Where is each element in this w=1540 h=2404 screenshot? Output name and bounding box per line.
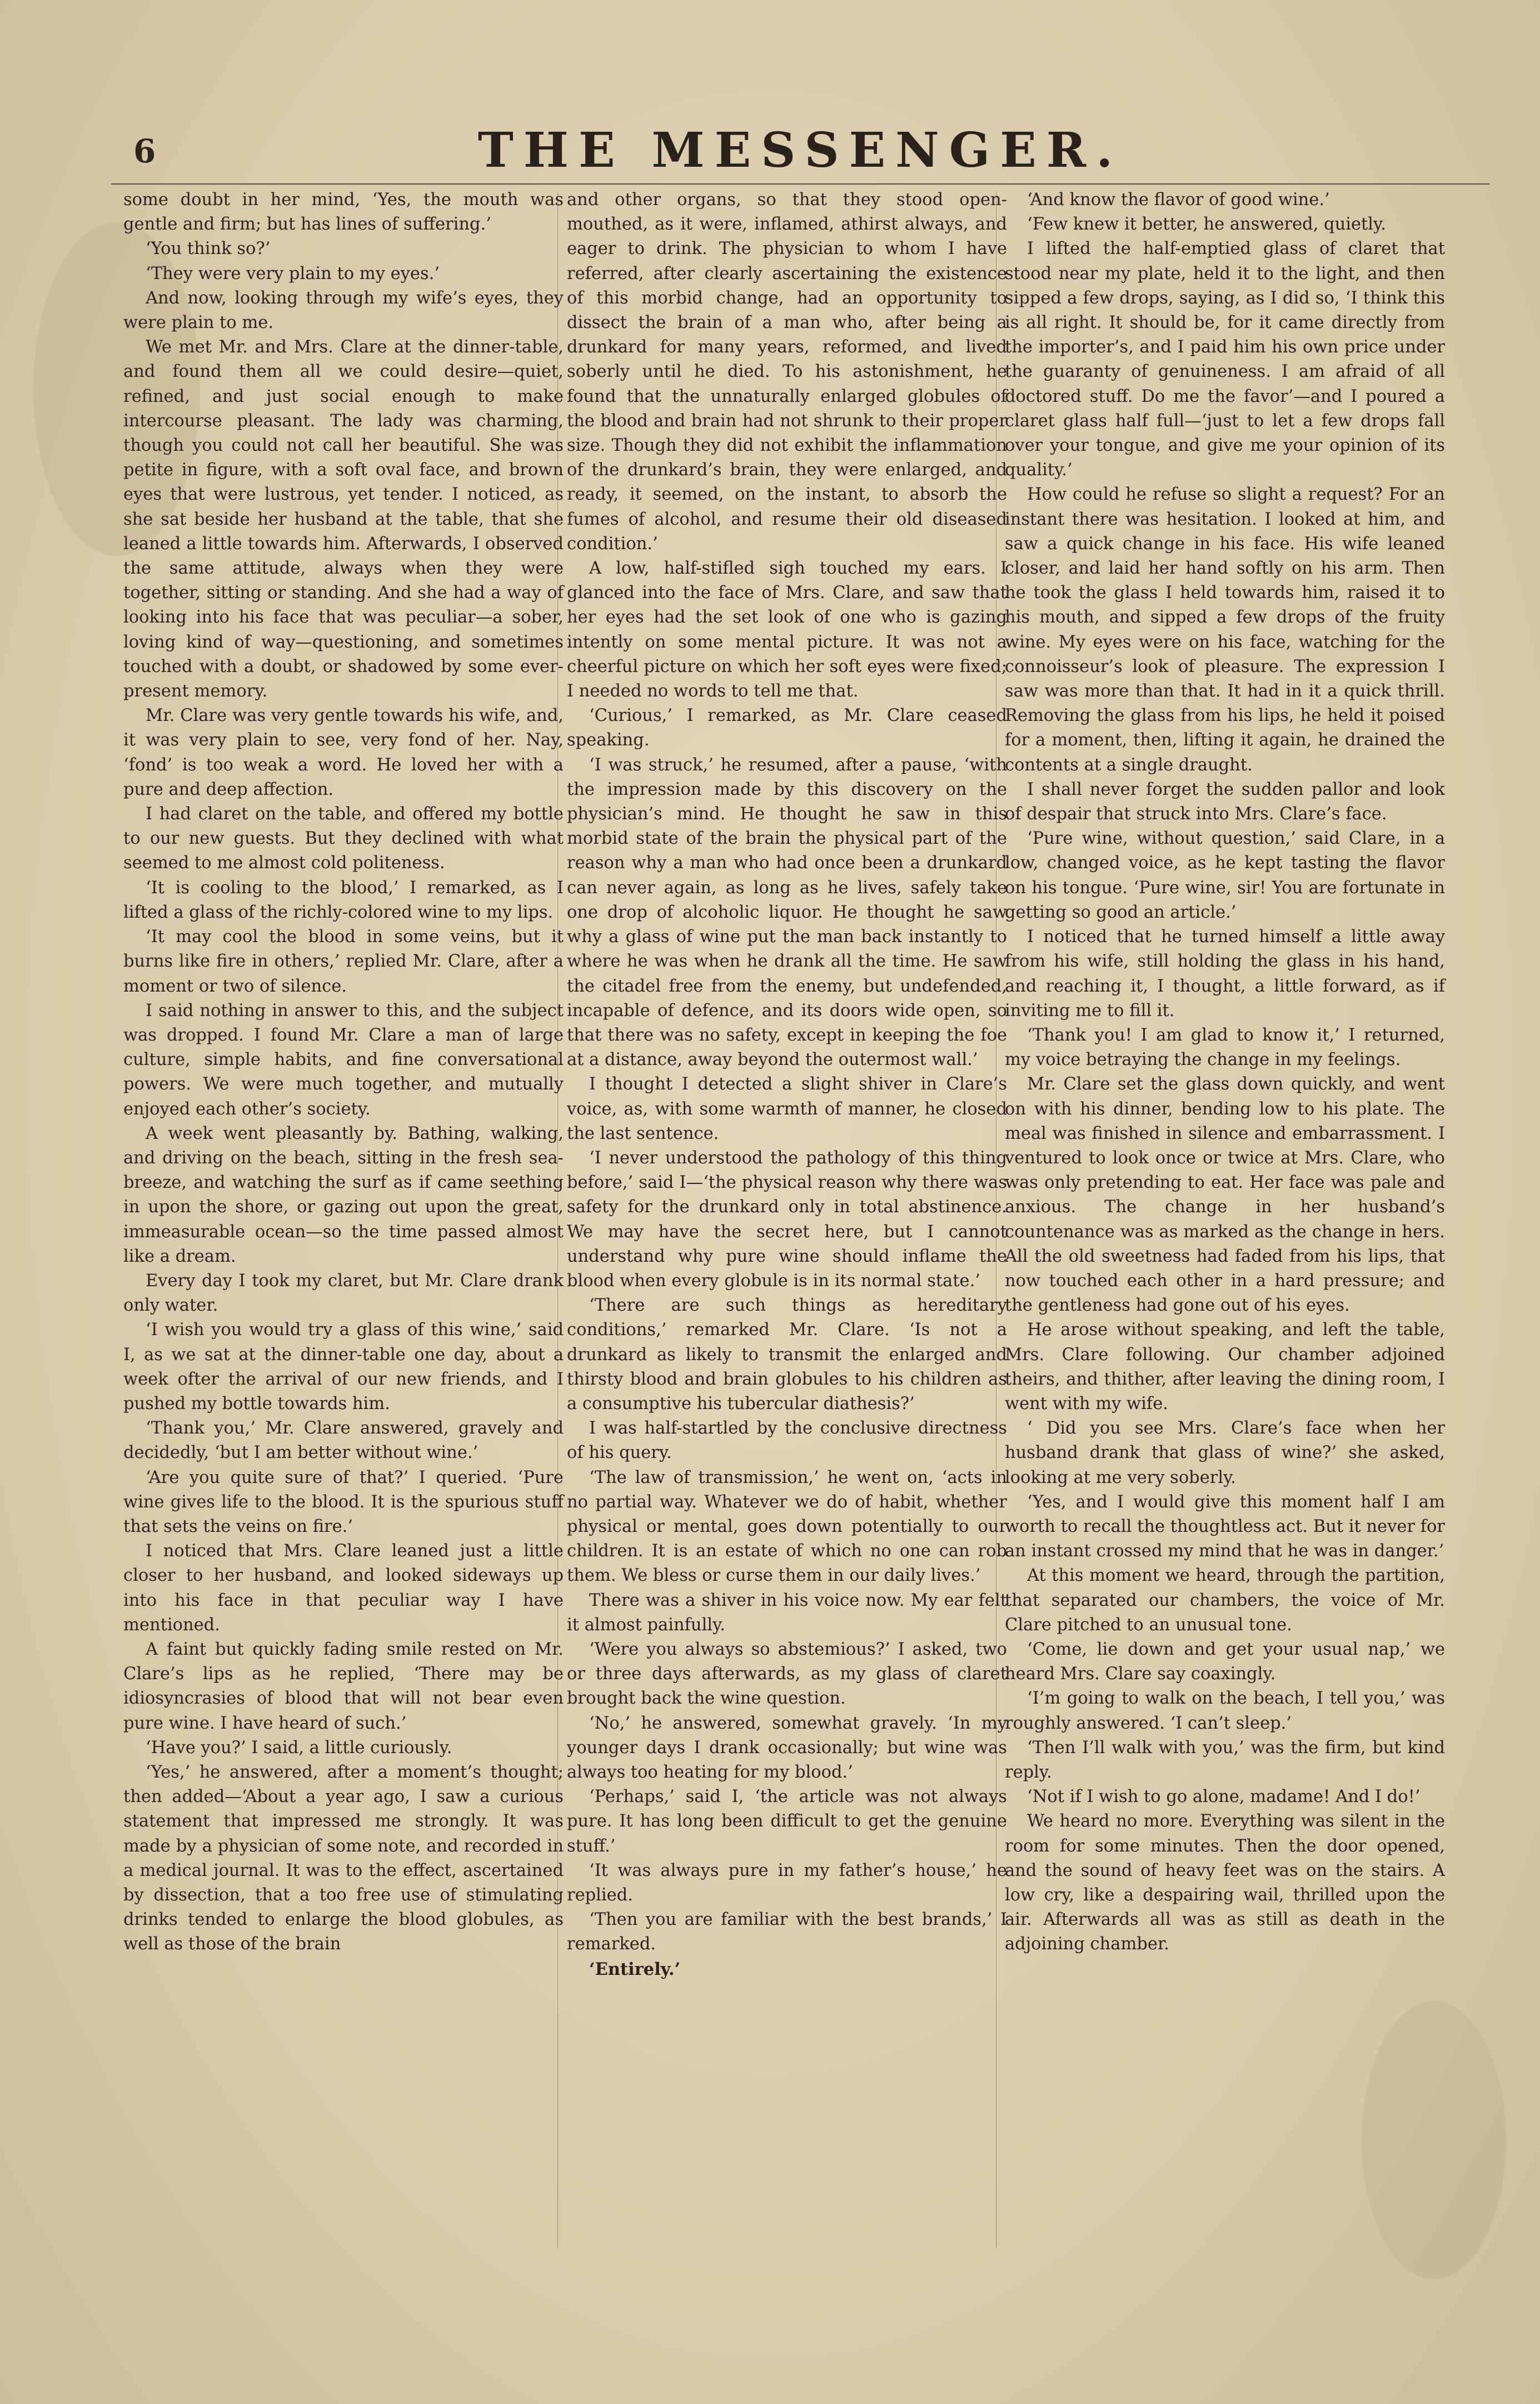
paragraph: ‘Thank you! I am glad to know it,’ I returned, my voice betraying the change in my feelings. (1005, 1025, 1445, 1070)
paragraph: ‘No,’ he answered, somewhat gravely. ‘In my younger days I drank occasionally; but wine was always too heating for my blood.’ (567, 1713, 1007, 1782)
paragraph: ‘ Did you see Mrs. Clare’s face when her husband drank that glass of wine?’ she asked, looking at me very soberly. (1005, 1418, 1445, 1487)
paragraph: ‘Not if I wish to go alone, madame! And I do!’ (1027, 1787, 1421, 1807)
paragraph: A faint but quickly fading smile rested on Mr. Clare’s lips as he replied, ‘There may be idiosyncrasies of blood that will not bear even pure wine. I have heard of such.’ (123, 1639, 564, 1733)
paragraph: ‘I wish you would try a glass of this wine,’ said I, as we sat at the dinner-table one day, about a week ofter the arrival of our new friends, and I pushed my bottle towards him. (123, 1320, 564, 1413)
paragraph: ‘I never understood the pathology of this thing before,’ said I—‘the physical reason why there was safety for the drunkard only in total abstinence. We may have the secret here, but I cannot understand why pure wine should inflame the blood when every globule is in its normal state.’ (567, 1148, 1007, 1291)
paragraph: And now, looking through my wife’s eyes, they were plain to me. (123, 288, 564, 333)
paragraph: I thought I detected a slight shiver in Clare’s voice, as, with some warmth of manner, he closed the last sentence. (567, 1074, 1007, 1143)
paper-stain (1362, 2001, 1506, 2279)
masthead (111, 122, 1489, 178)
paragraph: At this moment we heard, through the partition, that separated our chambers, the voice of Mr. Clare pitched to an unusual tone. (1005, 1566, 1445, 1635)
paragraph: ‘I was struck,’ he resumed, after a pause, ‘with the impression made by this discovery on the physician’s mind. He thought he saw in this morbid state of the brain the physical part of the reason why a man who had once been a drunkard can never again, as long as he lives, safely take one drop of alcoholic liquor. He thought he saw why a glass of wine put the man back instantly to where he was when he drank all the time. He saw the citadel free from the enemy, but undefended, incapable of defence, and its doors wide open, so that there was no safety, except in keeping the foe at a distance, away beyond the outermost wall.’ (567, 755, 1007, 1070)
paragraph: Every day I took my claret, but Mr. Clare drank only water. (123, 1271, 564, 1316)
paragraph: ‘Thank you,’ Mr. Clare answered, gravely and decidedly, ‘but I am better without wine.’ (123, 1418, 564, 1463)
paragraph: ‘Come, lie down and get your usual nap,’ we heard Mrs. Clare say coaxingly. (1005, 1639, 1445, 1684)
paragraph: ‘Yes, and I would give this moment half I am worth to recall the thoughtless act. But it never for an instant crossed my mind that he was in danger.’ (1005, 1492, 1445, 1561)
newspaper-title: THE MESSENGER. (477, 122, 1123, 178)
paragraph: I noticed that he turned himself a little away from his wife, still holding the glass in his hand, and reaching it, I thought, a little forward, as if inviting me to fill it. (1005, 927, 1445, 1021)
paragraph: ‘Have you?’ I said, a little curiously. (146, 1738, 452, 1758)
paragraph: ‘Curious,’ I remarked, as Mr. Clare ceased speaking. (567, 706, 1007, 750)
paragraph: ‘You think so?’ (146, 239, 271, 259)
paragraph: ‘It may cool the blood in some veins, but it burns like fire in others,’ replied Mr. Clare, after a moment or two of silence. (123, 927, 564, 996)
paragraph: ‘Were you always so abstemious?’ I asked, two or three days afterwards, as my glass of claret brought back the wine question. (567, 1639, 1007, 1709)
paragraph: I said nothing in answer to this, and the subject was dropped. I found Mr. Clare a man of large culture, simple habits, and fine conversational powers. We were much together, and mutually enjoyed each other’s society. (123, 1001, 564, 1119)
paragraph: ‘Entirely.’ (589, 1959, 681, 1979)
masthead-rule (111, 183, 1489, 185)
paragraph: ‘Perhaps,’ said I, ‘the article was not always pure. It has long been difficult to get the genuine stuff.’ (567, 1787, 1007, 1856)
paragraph: How could he refuse so slight a request? For an instant there was hesitation. I looked at him, and saw a quick change in his face. His wife leaned closer, and laid her hand softly on his arm. Then he took the glass I held towards him, raised it to his mouth, and sipped a few drops of the fruity wine. My eyes were on his face, watching for the connoisseur’s look of pleasure. The expression I saw was more than that. It had in it a quick thrill. Removing the glass from his lips, he held it poised for a moment, then, lifting it again, he drained the contents at a single draught. (1005, 485, 1445, 775)
paragraph: I lifted the half-emptied glass of claret that stood near my plate, held it to the light, and then sipped a few drops, saying, as I did so, ‘I think this is all right. It should be, for it came directly from the importer’s, and I paid him his own price under the guaranty of genuineness. I am afraid of all doctored stuff. Do me the favor’—and I poured a claret glass half full—‘just to let a few drops fall over your tongue, and give me your opinion of its quality.’ (1005, 239, 1445, 480)
paragraph: ‘Few knew it better, he answered, quietly. (1027, 215, 1386, 235)
paragraph: He arose without speaking, and left the table, Mrs. Clare following. Our chamber adjoined theirs, and thither, after leaving the dining room, I went with my wife. (1005, 1320, 1445, 1413)
paragraph: ‘Then I’ll walk with you,’ was the firm, but kind reply. (1005, 1738, 1445, 1782)
paragraph: A low, half-stifled sigh touched my ears. I glanced into the face of Mrs. Clare, and saw that her eyes had the set look of one who is gazing intently on some mental picture. It was not a cheerful picture on which her soft eyes were fixed; I needed no words to tell me that. (567, 559, 1007, 701)
text-column-1 (123, 188, 564, 1957)
paragraph: ‘Pure wine, without question,’ said Clare, in a low, changed voice, as he kept tasting the flavor on his tongue. ‘Pure wine, sir! You are fortunate in getting so good an article.’ (1005, 829, 1445, 922)
paragraph: ‘It is cooling to the blood,’ I remarked, as I lifted a glass of the richly-colored wine to my lips. (123, 878, 564, 922)
paragraph: There was a shiver in his voice now. My ear felt it almost painfully. (567, 1590, 1007, 1635)
paragraph: Mr. Clare set the glass down quickly, and went on with his dinner, bending low to his plate. The meal was finished in silence and embarrassment. I ventured to look once or twice at Mrs. Clare, who was only pretending to eat. Her face was pale and anxious. The change in her husband’s countenance was as marked as the change in hers. All the old sweetness had faded from his lips, that now touched each other in a hard pressure; and the gentleness had gone out of his eyes. (1005, 1074, 1445, 1316)
paragraph: We heard no more. Everything was silent in the room for some minutes. Then the door opened, and the sound of heavy feet was on the stairs. A low cry, like a despairing wail, thrilled upon the air. Afterwards all was as still as death in the adjoining chamber. (1005, 1811, 1445, 1954)
paragraph: I shall never forget the sudden pallor and look of despair that struck into Mrs. Clare’s face. (1005, 779, 1445, 824)
paragraph: ‘Then you are familiar with the best brands,’ I remarked. (567, 1910, 1007, 1954)
paragraph: I had claret on the table, and offered my bottle to our new guests. But they declined with what seemed to me almost cold politeness. (123, 804, 564, 873)
paragraph: some doubt in her mind, ‘Yes, the mouth was gentle and firm; but has lines of suffering.’ (123, 190, 564, 235)
page-number: 6 (133, 132, 156, 170)
paragraph: ‘There are such things as hereditary conditions,’ remarked Mr. Clare. ‘Is not a drunkard as likely to transmit the enlarged and thirsty blood and brain globules to his children as a consumptive his tubercular diathesis?’ (567, 1296, 1007, 1413)
paragraph: I was half-startled by the conclusive directness of his query. (567, 1418, 1007, 1463)
paragraph: and other organs, so that they stood open-mouthed, as it were, inflamed, athirst always, and eager to drink. The physician to whom I have referred, after clearly ascertaining the existence of this morbid change, had an opportunity to dissect the brain of a man who, after being a drunkard for many years, reformed, and lived soberly until he died. To his astonishment, he found that the unnaturally enlarged globules of the blood and brain had not shrunk to their proper size. Though they did not exhibit the inflammation of the drunkard’s brain, they were enlarged, and ready, it seemed, on the instant, to absorb the fumes of alcohol, and resume their old diseased condition.’ (567, 190, 1007, 554)
paragraph: ‘It was always pure in my father’s house,’ he replied. (567, 1860, 1007, 1905)
paragraph: ‘The law of transmission,’ he went on, ‘acts in no partial way. Whatever we do of habit, whether physical or mental, goes down potentially to our children. It is an estate of which no one can rob them. We bless or curse them in our daily lives.’ (567, 1467, 1007, 1586)
paragraph: ‘Are you quite sure of that?’ I queried. ‘Pure wine gives life to the blood. It is the spurious stuff that sets the veins on fire.’ (123, 1467, 564, 1536)
paragraph: ‘Yes,’ he answered, after a moment’s thought; then added—‘About a year ago, I saw a curious statement that impressed me strongly. It was made by a physician of some note, and recorded in a medical journal. It was to the effect, ascertained by dissection, that a too free use of stimulating drinks tended to enlarge the blood globules, as well as those of the brain (123, 1763, 564, 1954)
paragraph: A week went pleasantly by. Bathing, walking, and driving on the beach, sitting in the fresh sea-breeze, and watching the surf as if came seething in upon the shore, or gazing out upon the great, immeasurable ocean—so the time passed almost like a dream. (123, 1123, 564, 1266)
paragraph: Mr. Clare was very gentle towards his wife, and, it was very plain to see, very fond of her. Nay, ‘fond’ is too weak a word. He loved her with a pure and deep affection. (123, 706, 564, 799)
paragraph: We met Mr. and Mrs. Clare at the dinner-table, and found them all we could desire—quiet, refined, and just social enough to make intercourse pleasant. The lady was charming, though you could not call her beautiful. She was petite in figure, with a soft oval face, and brown eyes that were lustrous, yet tender. I noticed, as she sat beside her husband at the table, that she leaned a little towards him. Afterwards, I observed the same attitude, always when they were together, sitting or standing. And she had a way of looking into his face that was peculiar—a sober, loving kind of way—questioning, and sometimes touched with a doubt, or shadowed by some ever-present memory. (123, 337, 564, 701)
paragraph: I noticed that Mrs. Clare leaned just a little closer to her husband, and looked sideways up into his face in that peculiar way I have mentioned. (123, 1541, 564, 1635)
text-column-3 (1005, 188, 1445, 1957)
paragraph: ‘And know the flavor of good wine.’ (1027, 190, 1330, 210)
paragraph: ‘I’m going to walk on the beach, I tell you,’ was roughly answered. ‘I can’t sleep.’ (1005, 1689, 1445, 1733)
paragraph: ‘They were very plain to my eyes.’ (146, 263, 440, 283)
text-column-2 (567, 188, 1007, 1982)
